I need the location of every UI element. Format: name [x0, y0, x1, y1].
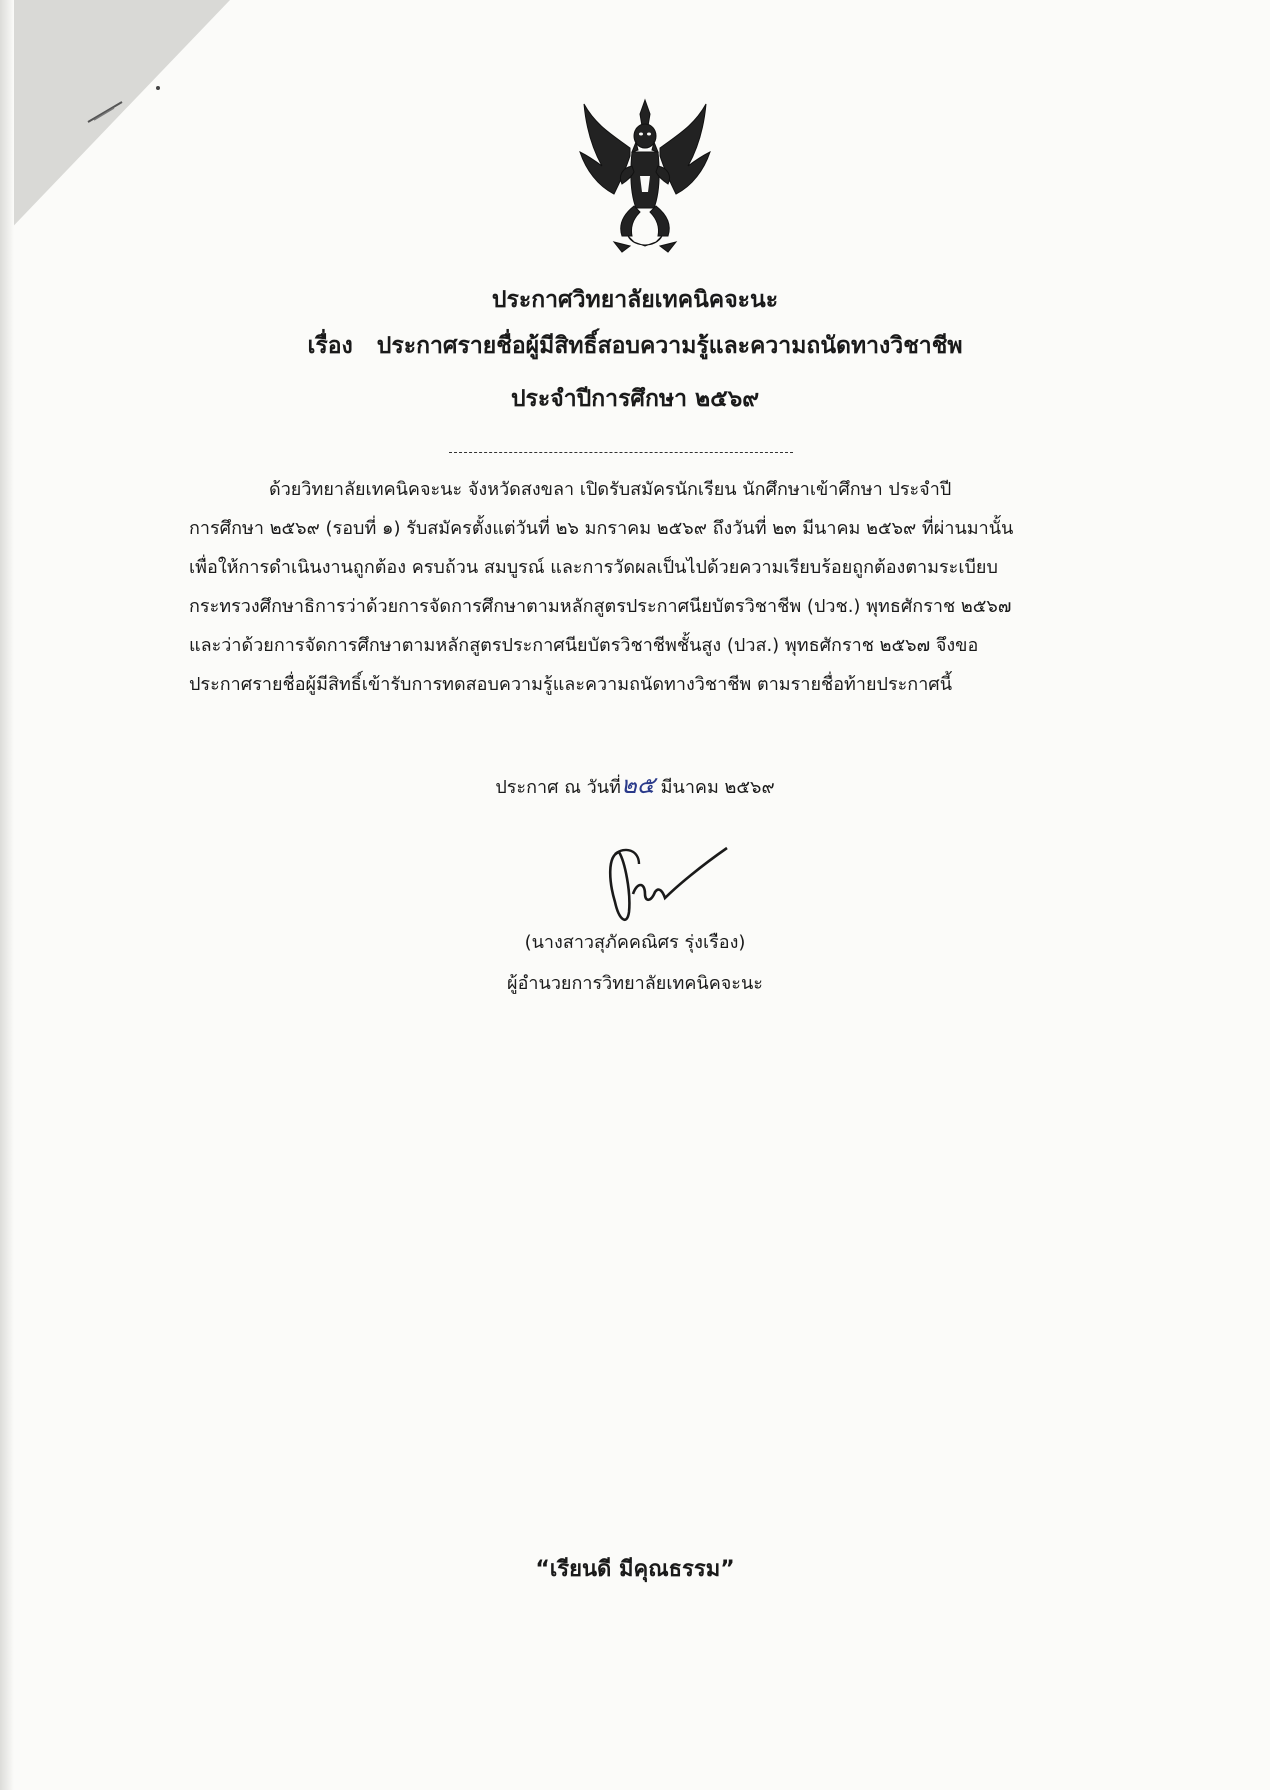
scan-shadow-edge	[0, 0, 14, 1790]
body-line: ด้วยวิทยาลัยเทคนิคจะนะ จังหวัดสงขลา เปิดรับสมัครนักเรียน นักศึกษาเข้าศึกษา ประจำปี	[269, 479, 952, 500]
announcement-date	[0, 771, 1270, 802]
body-line: เพื่อให้การดำเนินงานถูกต้อง ครบถ้วน สมบูรณ์ และการวัดผลเป็นไปด้วยความเรียบร้อยถูกต้องตามระเบียบ	[189, 557, 998, 578]
date-month-year: มีนาคม ๒๕๖๙	[660, 777, 775, 798]
signer-name: (นางสาวสุภัคคณิศร รุ่งเรือง)	[524, 932, 746, 953]
garuda-emblem-icon	[574, 96, 716, 254]
body-line: และว่าด้วยการจัดการศึกษาตามหลักสูตรประกาศนียบัตรวิชาชีพชั้นสูง (ปวส.) พุทธศักราช ๒๕๖๗ จึงขอ	[189, 635, 979, 656]
document-title: ประกาศวิทยาลัยเทคนิคจะนะ	[491, 287, 779, 313]
academic-year-line: ประจำปีการศึกษา ๒๕๖๙	[510, 386, 760, 412]
document-subject	[0, 331, 1270, 361]
date-prefix: ประกาศ ณ วันที่	[495, 777, 621, 798]
college-motto: “เรียนดี มีคุณธรรม”	[535, 1557, 735, 1582]
signer-title: ผู้อำนวยการวิทยาลัยเทคนิคจะนะ	[507, 973, 763, 994]
date-day-handwritten: ๒๕	[620, 771, 655, 799]
signature-icon	[605, 842, 730, 932]
scan-mark	[84, 82, 164, 132]
body-line: ประกาศรายชื่อผู้มีสิทธิ์เข้ารับการทดสอบความรู้และความถนัดทางวิชาชีพ ตามรายชื่อท้ายประกาศนี้	[189, 674, 953, 695]
body-line: กระทรวงศึกษาธิการว่าด้วยการจัดการศึกษาตามหลักสูตรประกาศนียบัตรวิชาชีพ (ปวช.) พุทธศักราช ๒๕๖๗	[189, 596, 1012, 617]
subject-text: ประกาศรายชื่อผู้มีสิทธิ์สอบความรู้และความถนัดทางวิชาชีพ	[376, 333, 963, 359]
subject-label: เรื่อง	[307, 333, 353, 359]
header-divider	[449, 452, 793, 453]
body-line: การศึกษา ๒๕๖๙ (รอบที่ ๑) รับสมัครตั้งแต่วันที่ ๒๖ มกราคม ๒๕๖๙ ถึงวันที่ ๒๓ มีนาคม ๒๕๖๙ ที่ผ่านมานั้น	[189, 518, 1014, 539]
